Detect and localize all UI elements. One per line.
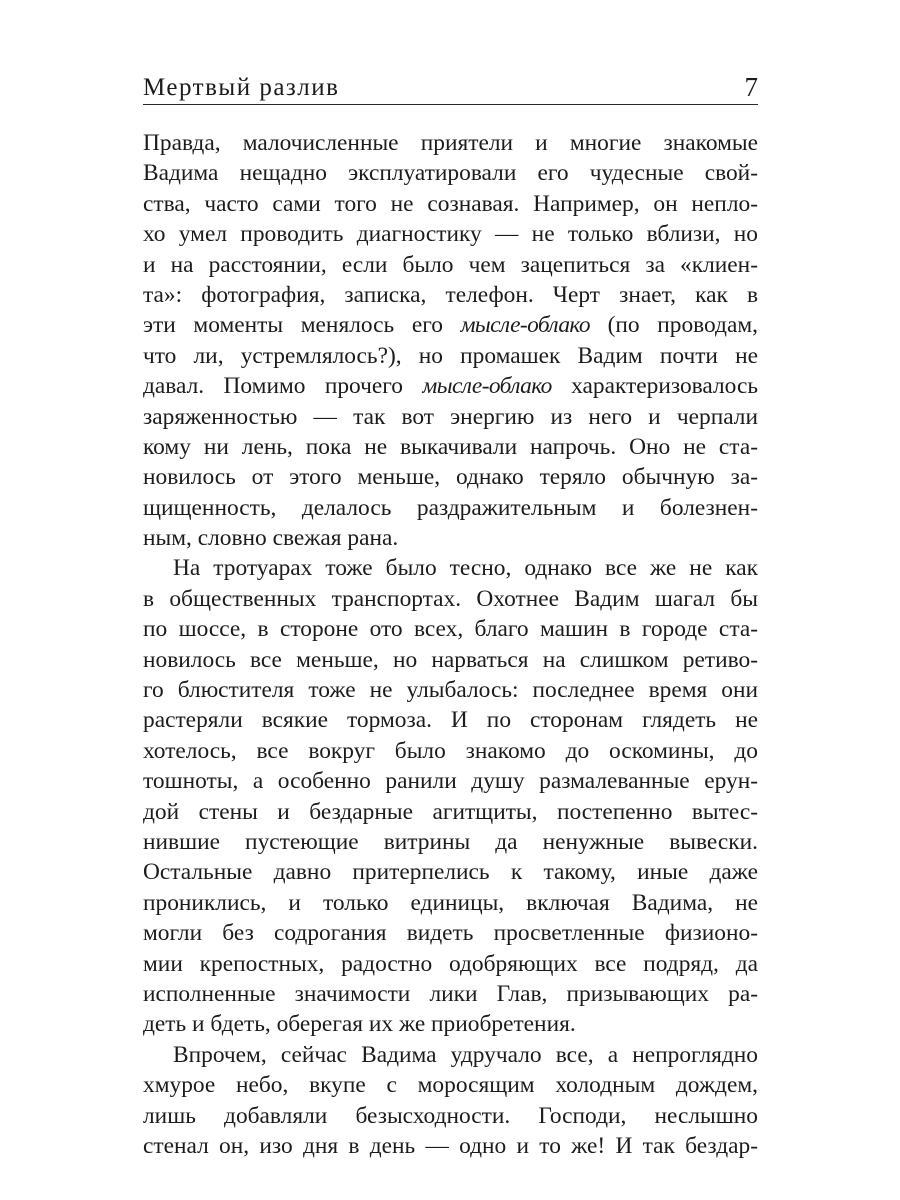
text-run: эти моменты менялось его bbox=[143, 312, 461, 339]
text-line: Правда, малочисленные приятели и многие знакомые bbox=[143, 130, 758, 156]
text-line: Вадима нещадно эксплуатировали его чудесные свой- bbox=[143, 160, 758, 187]
text-line: новилось все меньше, но нарваться на слишком ретиво- bbox=[143, 646, 758, 673]
page-number: 7 bbox=[744, 72, 758, 102]
text-run: (по проводам, bbox=[589, 312, 758, 339]
text-line bbox=[143, 310, 758, 340]
text-line: что ли, устремлялось?), но промашек Вадим почти не bbox=[143, 342, 758, 369]
text-run: давал. Помимо прочего bbox=[143, 373, 423, 400]
text-run: характеризовалось bbox=[551, 373, 758, 400]
text-line: заряженностью — так вот энергию из него и черпали bbox=[143, 403, 758, 430]
text-line: и на расстоянии, если было чем зацепиться за «клиен- bbox=[143, 251, 758, 278]
text-line: дой стены и бездарные агитщиты, постепенно вытес- bbox=[143, 798, 758, 825]
text-line: исполненные значимости лики Глав, призывающих ра- bbox=[143, 980, 758, 1007]
text-line: та»: фотография, записка, телефон. Черт знает, как в bbox=[143, 281, 758, 308]
text-line: хотелось, все вокруг было знакомо до оскомины, до bbox=[143, 737, 758, 764]
running-title: Мертвый разлив bbox=[143, 74, 340, 101]
text-line: лишь добавляли безысходности. Господи, неслышно bbox=[143, 1102, 758, 1129]
text-line: стенал он, изо дня в день — одно и то же! И так бездар- bbox=[143, 1132, 758, 1159]
text-line: в общественных транспортах. Охотнее Вадим шагал бы bbox=[143, 585, 758, 612]
running-header bbox=[143, 66, 758, 105]
text-line: На тротуарах тоже было тесно, однако все же не как bbox=[173, 555, 758, 582]
text-line: Остальные давно притерпелись к такому, иные даже bbox=[143, 859, 758, 886]
text-line: нившие пустеющие витрины да ненужные вывески. bbox=[143, 828, 758, 855]
text-line: кому ни лень, пока не выкачивали напрочь. Оно не ста- bbox=[143, 433, 758, 460]
body-text bbox=[143, 128, 758, 1161]
text-line: хо умел проводить диагностику — не только вблизи, но bbox=[143, 221, 758, 248]
text-line: хмурое небо, вкупе с моросящим холодным дождем, bbox=[143, 1072, 758, 1099]
italic-term: мысле-облако bbox=[460, 312, 590, 339]
italic-term: мысле-облако bbox=[422, 373, 552, 400]
text-line: го блюстителя тоже не улыбалось: последнее время они bbox=[143, 677, 758, 704]
text-line: по шоссе, в стороне ото всех, благо машин в городе ста- bbox=[143, 616, 758, 643]
text-line: ства, часто сами того не сознавая. Например, он непло- bbox=[143, 190, 758, 217]
text-line: щищенность, делалось раздражительным и болезнен- bbox=[143, 494, 758, 521]
text-line: деть и бдеть, оберегая их же приобретения. bbox=[143, 1011, 576, 1038]
text-line: Впрочем, сейчас Вадима удручало все, а непроглядно bbox=[173, 1041, 758, 1068]
text-line: тошноты, а особенно ранили душу размалеванные ерун- bbox=[143, 768, 758, 795]
text-line: растеряли всякие тормоза. И по сторонам глядеть не bbox=[143, 707, 758, 734]
text-line: могли без содрогания видеть просветленные физионо- bbox=[143, 920, 758, 947]
text-line: мии крепостных, радостно одобряющих все подряд, да bbox=[143, 950, 758, 977]
text-line bbox=[143, 371, 758, 401]
text-line: новилось от этого меньше, однако теряло обычную за- bbox=[143, 464, 758, 491]
text-line: ным, словно свежая рана. bbox=[143, 525, 399, 552]
text-line: прониклись, и только единицы, включая Вадима, не bbox=[143, 889, 758, 916]
